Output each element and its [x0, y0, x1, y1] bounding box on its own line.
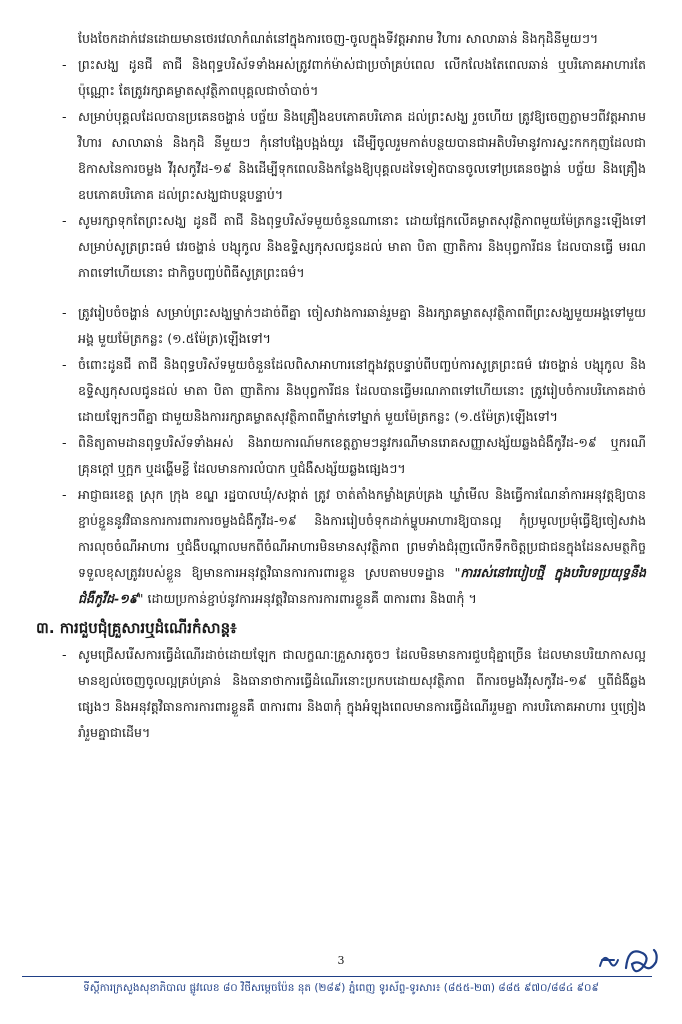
bullet-text: ពិនិត្យតាមដានពុទ្ធបរិស័ទទាំងអស់ និងរាយការណ៍មកខេត្តភ្លាមៗនូវករណីមានរោគសញ្ញាសង្ស័យឆ្លងជំងឺកូវីដ-១៩ ឬករណីគ្រុនក្ដៅ ឬក្អក ឬដង្ហើមខ្លី ដែលមានការលំបាក ឬជំងឺសង្ស័យឆ្លងផ្សេងៗ។ — [78, 435, 646, 476]
bullet-text: សូមរក្សាទុកតែព្រះសង្ឃ ដូនជី តាជី និងពុទ្ធបរិស័ទមួយចំនួនណានោះ ដោយផ្អែកលើគម្លាតសុវត្ថិភាពមួយម៉ែត្រកន្លះឡើងទៅ សម្រាប់សូត្រព្រះធម៌ វេរចង្ហាន់ បង្សុកូល និងឧទ្ទិស្សកុសលជូនដល់ មាតា បិតា ញាតិការ និងបុព្វការីជន ដែលបានធ្វើ មរណភាពទៅហើយនោះ ជាកិច្ចបញ្ចប់ពិធីសូត្រព្រះធម៌។ — [78, 213, 646, 280]
bullet-text: សម្រាប់បុគ្គលដែលបានប្រគេនចង្ហាន់ បច្ច័យ និងគ្រឿងឧបភោគបរិភោគ ដល់ព្រះសង្ឃ រួចហើយ ត្រូវឱ្យចេញភ្លាមៗពីវត្តអារាម វិហារ សាលាឆាន់ និងកុដិ នីមួយៗ កុំនៅបង្អែបង្អង់យូរ ដើម្បីចូលរួមកាត់បន្ថយបានជាអតិបរិមានូវការស្ទះកកកុញដែលជាឱកាសនៃការចម្លង វីរុសកូវីដ-១៩ និងដើម្បីទុកពេលនិងកន្លែងឱ្យបុគ្គលដទៃទៀតបានចូលទៅប្រគេនចង្ហាន់ បច្ច័យ និងគ្រឿងឧបភោគបរិភោគ ដល់ព្រះសង្ឃជាបន្តបន្ទាប់។ — [78, 109, 646, 202]
bullet-dash: - — [62, 435, 67, 450]
bullet-dash: - — [62, 213, 67, 228]
footer-address: ទីស្ដីការក្រសួងសុខាភិបាល ផ្លូវលេខ ៨០ វិថីសម្ដេចប៉ែន នុត (២៨៩) ភ្នំពេញ ទូរស័ព្ទ-ទូរសារ៖ (៨៥៥-២៣) ៨៨៥ ៩៧០/៨៨៤ ៩០៩ — [83, 982, 599, 994]
paragraph-gap — [56, 286, 646, 300]
intro-continuation: បែងចែកដាក់វេនដោយមានថេរវេលាកំណត់នៅក្នុងការចេញ-ចូលក្នុងទីវត្តអារាម វិហារ សាលាឆាន់ និងកុដិនីមួយៗ។ — [78, 31, 599, 46]
bullet-text: ត្រូវរៀបចំចង្ហាន់ សម្រាប់ព្រះសង្ឃម្នាក់ៗដាច់ពីគ្នា ចៀសវាងការឆាន់រួមគ្នា និងរក្សាគម្លាតសុវត្ថិភាពពីព្រះសង្ឃមួយអង្គទៅមួយអង្គ មួយម៉ែត្រកន្លះ (១.៥ម៉ែត្រ)ឡើងទៅ។ — [78, 305, 646, 346]
bullet-dash: - — [62, 487, 67, 502]
bullet-text: ចំពោះដូនជី តាជី និងពុទ្ធបរិស័ទមួយចំនួនដែលពិសាអាហារនៅក្នុងវត្តបន្ទាប់ពីបញ្ចប់ការសូត្រព្រះធម៌ វេរចង្ហាន់ បង្សុកូល និងឧទ្ទិស្សកុសលជូនដល់ មាតា បិតា ញាតិការ និងបុព្វការីជន ដែលបានធ្វើមរណភាពទៅហើយនោះ ត្រូវរៀបចំការបរិភោគដាច់ដោយឡែកៗពីគ្នា ជាមួយនិងការរក្សាគម្លាតសុវត្ថិភាពពីម្នាក់ទៅម្នាក់ មួយម៉ែត្រកន្លះ (១.៥ម៉ែត្រ)ឡើងទៅ។ — [78, 357, 646, 424]
bullet-dash: - — [62, 305, 67, 320]
bullet-separate-meals-laity — [56, 352, 646, 430]
bullet-keep-distance-ceremony — [56, 208, 646, 286]
handwritten-initials — [596, 938, 664, 978]
bullet-text-emphasis: ការរស់នៅរបៀបថ្មី ក្នុងបរិបទប្រយុទ្ធនឹងជំងឺកូវីដ-១៩ — [78, 565, 646, 606]
bullet-dash: - — [62, 647, 67, 662]
bullet-text-lead: អាជ្ញាធរខេត្ត ស្រុក ក្រុង ខណ្ឌ រដ្ឋបាលឃុំ/សង្កាត់ ត្រូវ ចាត់តាំងកម្លាំងគ្រប់គ្រង ឃ្លាំមើល និងធ្វើការណែនាំការអនុវត្តឱ្យបានខ្ជាប់ខ្ជួននូវវិធានការការពារការចម្លងជំងឺកូវីដ-១៩ និងការរៀបចំទុកដាក់ម្ហូបអាហារឱ្យបានល្អ កុំប្រមូលប្រមុំធ្វើឱ្យចៀសវាងការលុចចំណីអាហារ ឬជំងឺបណ្ដាលមកពីចំណីអាហារមិនមានសុវត្ថិភាព ព្រមទាំងជំរុញលើកទឹកចិត្តប្រជាជនក្នុងដែនសមត្ថកិច្ចទទួលខុសត្រូវរបស់ខ្លួន ឱ្យមានការអនុវត្តវិធានការការពារខ្លួន ស្របតាមបទដ្ឋាន " — [78, 487, 646, 580]
bullet-dash: - — [62, 57, 67, 72]
page-number: 3 — [337, 954, 345, 967]
section-3-heading: ៣. ការជួបជុំគ្រួសារឬដំណើរកំសាន្ត៖ — [36, 619, 237, 637]
bullet-text: ព្រះសង្ឃ ដូនជី តាជី និងពុទ្ធបរិស័ទទាំងអស់ត្រូវពាក់ម៉ាស់ជាប្រចាំគ្រប់ពេល លើកលែងតែពេលឆាន់ ឬបរិភោគអាហារតែប៉ុណ្ណោះ តែត្រូវរក្សាគម្លាតសុវត្ថិភាពបុគ្គលជាចាំបាច់។ — [78, 57, 646, 98]
bullet-separate-meals-monks — [56, 300, 646, 352]
footer-divider — [22, 976, 652, 977]
bullet-dash: - — [62, 357, 67, 372]
bullet-monitor-report — [56, 430, 646, 482]
bullet-leave-after-offering — [56, 104, 646, 208]
bullet-authorities — [56, 482, 646, 612]
body-text — [36, 26, 646, 746]
bullet-text: សូមជ្រើសរើសការធ្វើដំណើរដាច់ដោយឡែក ជាលក្ខណៈគ្រួសារតូចៗ ដែលមិនមានការជួបជុំគ្នាច្រើន ដែលមានបរិយាកាសល្អ មានខ្យល់ចេញចូលល្អគ្រប់គ្រាន់ និងធានាថាការធ្វើដំណើរនោះប្រកបដោយសុវត្ថិភាព ពីការចម្លងវីរុសកូវីដ-១៩ ឬពីជំងឺឆ្លងផ្សេងៗ និងអនុវត្តវិធានការការពារខ្លួនគឺ ៣ការពារ និង៣កុំ ក្នុងអំឡុងពេលមានការធ្វើដំណើររួមគ្នា ការបរិភោគអាហារ ឬច្រៀងរាំរួមគ្នាជាដើម។ — [78, 647, 646, 740]
bullet-dash: - — [62, 109, 67, 124]
bullet-text-tail: " ដោយប្រកាន់ខ្ជាប់នូវការអនុវត្តវិធានការការពារខ្លួនគឺ ៣ការពារ និង៣កុំ ។ — [137, 591, 477, 606]
bullet-family-travel — [56, 642, 646, 746]
bullet-masks — [56, 52, 646, 104]
